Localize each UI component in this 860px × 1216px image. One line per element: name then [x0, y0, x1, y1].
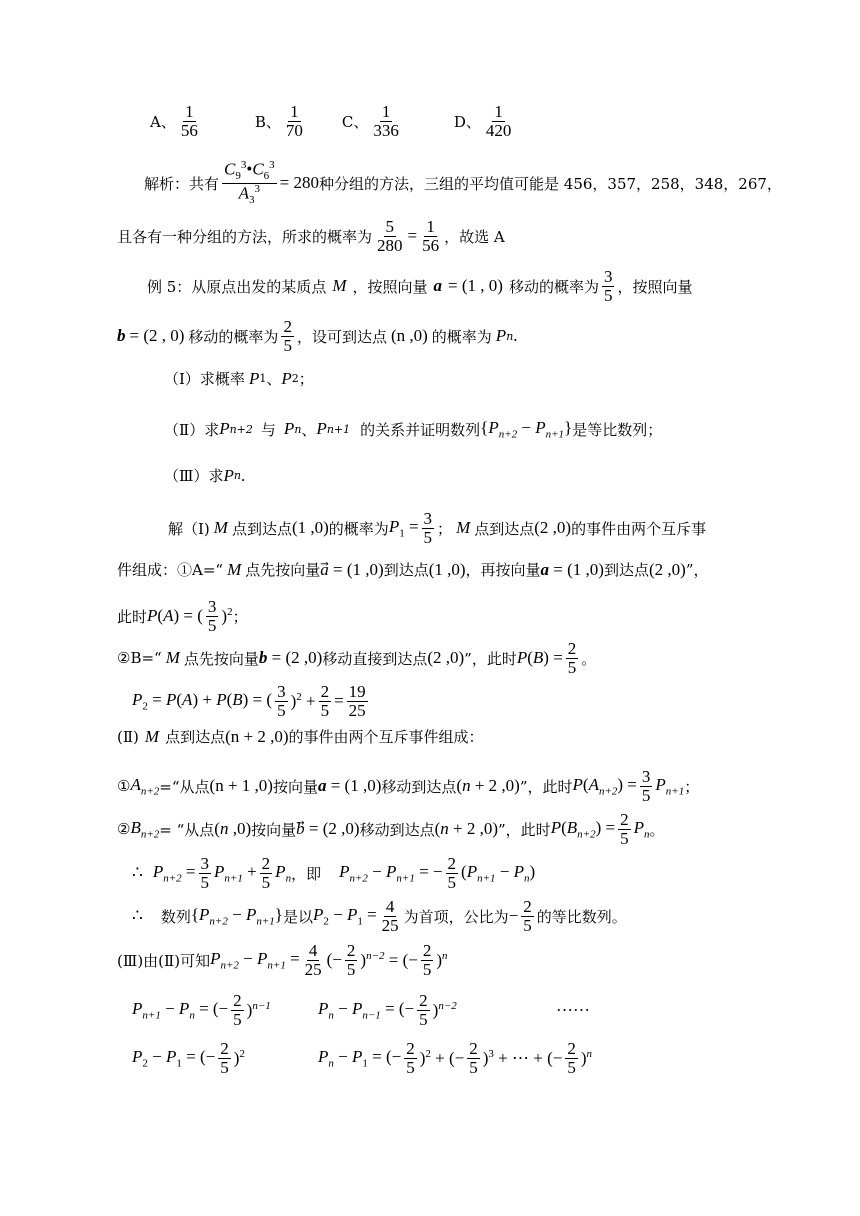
therefore-line-2: ∴ 数列 $\{P_{n+2} - P_{n+1}\}$ 是以 $P_2 - P_1$ = $\frac{4}{25}$ 为首项，公比为 − $\frac{2}{5}$ 的等比数列。: [132, 897, 627, 935]
question-3: （Ⅲ）求 P n .: [164, 465, 246, 485]
therefore-line-1: ∴ $P_{n+2}$ = $\frac{3}{5}$ $P_{n+1}$ + $\frac{2}{5}$ $P_n$ ，即 $P_{n+2} - P_{n+1}$ = − $\frac{2}{5}$ $(P_{n+1} - P_n)$: [132, 854, 536, 892]
combination-fraction: $\frac{C_9^3•C_6^3}{A_3^3}$: [224, 159, 275, 206]
solution-3-line-3b: $P_n - P_1$ = (− $\frac{2}{5}$ )$^2$ + (− $\frac{2}{5}$ )$^3$ + ⋯ + (− $\frac{2}{5}$ )$^n$: [318, 1039, 593, 1077]
ellipsis: ……: [556, 996, 590, 1015]
solution-2-heading: (Ⅱ) M 点到达点 (n + 2 ,0) 的事件由两个互斥事件组成：: [117, 726, 484, 746]
option-a-fraction: $\frac{1}{56}$: [180, 102, 198, 140]
analysis-line-1: 解析：共有 $\frac{C_9^3•C_6^3}{A_3^3}$ = 280 种分组的方法，三组的平均值可能是 456，357，258，348，267，: [144, 159, 782, 206]
option-d-fraction: $\frac{1}{420}$: [485, 102, 512, 140]
solution-1-line-2: 件组成：①A=“ M 点先按向量 a⃗ = (1 ,0) 到达点 (1 ,0) ，再按向量 a = (1 ,0) 到达点 (2 ,0) ”，: [117, 559, 709, 579]
event-a-line: ① $A_{n+2}$ =“从点 (n + 1 ,0) 按向量 a = (1 ,0) 移动到达点 (n + 2 ,0) ”，此时 $P(A_{n+2})$ = $\frac{3}{5}$ $P_{n+1}$ ；: [117, 767, 700, 805]
analysis-line-2: 且各有一种分组的方法，所求的概率为 $\frac{5}{280}$ = $\frac{1}{56}$ ，故选 A: [117, 217, 505, 255]
solution-1-p2: $P_2 = P(A) + P(B)$ = ( $\frac{3}{5}$ )$^2$ + $\frac{2}{5}$ = $\frac{19}{25}$: [132, 682, 366, 720]
option-b-label: B、: [254, 112, 281, 131]
option-c-fraction: $\frac{1}{336}$: [373, 102, 399, 140]
option-b-fraction: $\frac{1}{70}$: [285, 102, 303, 140]
solution-3-line-2: $P_{n+1} - P_n$ = (− $\frac{2}{5}$ )$^{n-1}$: [132, 991, 271, 1029]
option-a-label: A、: [150, 112, 176, 131]
option-d-label: D、: [453, 112, 481, 131]
question-1: （Ⅰ）求概率 P 1 、 P 2 ；: [164, 368, 314, 388]
solution-1-line-4: ②B=“ M 点先按向量 b = (2 ,0) 移动直接到达点 (2 ,0) ”，此时 P(B) = $\frac{2}{5}$ 。: [117, 639, 597, 677]
solution-1-line-1: 解（Ⅰ) M 点到达点 (1 ,0) 的概率为 $P_1$ = $\frac{3}{5}$ ； M 点到达点 (2 ,0) 的事件由两个互斥事: [168, 509, 707, 547]
solution-3-line-2b: $P_n - P_{n-1}$ = (− $\frac{2}{5}$ )$^{n-2}$: [318, 991, 457, 1029]
options-row: [150, 103, 516, 140]
solution-3-line-1: (Ⅲ)由(Ⅱ)可知 $P_{n+2} - P_{n+1}$ = $\frac{4}{25}$ (− $\frac{2}{5}$ )$^{n-2}$ = (− $\frac{2}{5}$ )$^n$: [117, 941, 448, 979]
solution-1-line-3: 此时 P(A) = ( $\frac{3}{5}$ )$^2$ ；: [117, 597, 248, 635]
event-b-line: ② $B_{n+2}$ = “从点 (n ,0) 按向量 b⃗ = (2 ,0) 移动到达点 (n + 2 ,0) ”，此时 $P(B_{n+2})$ = $\frac{2}{5}$ $P_n$ 。: [117, 810, 665, 848]
solution-3-line-3: $P_2 - P_1$ = (− $\frac{2}{5}$ )$^2$: [132, 1039, 245, 1077]
option-c-label: C、: [341, 112, 369, 131]
example-line-1: 例 5：从原点出发的某质点 M ，按照向量 a = (1 , 0) 移动的概率为 $\frac{3}{5}$ ，按照向量: [147, 267, 693, 305]
question-2: （Ⅱ）求 P n+2 与 P n 、 P n+1 的关系并证明数列 $\{P_{n+2} - P_{n+1}\}$ 是等比数列；: [164, 418, 663, 441]
example-line-2: b = (2 , 0) 移动的概率为 $\frac{2}{5}$ ，设可到达点 (n ,0) 的概率为 P n .: [117, 317, 518, 355]
